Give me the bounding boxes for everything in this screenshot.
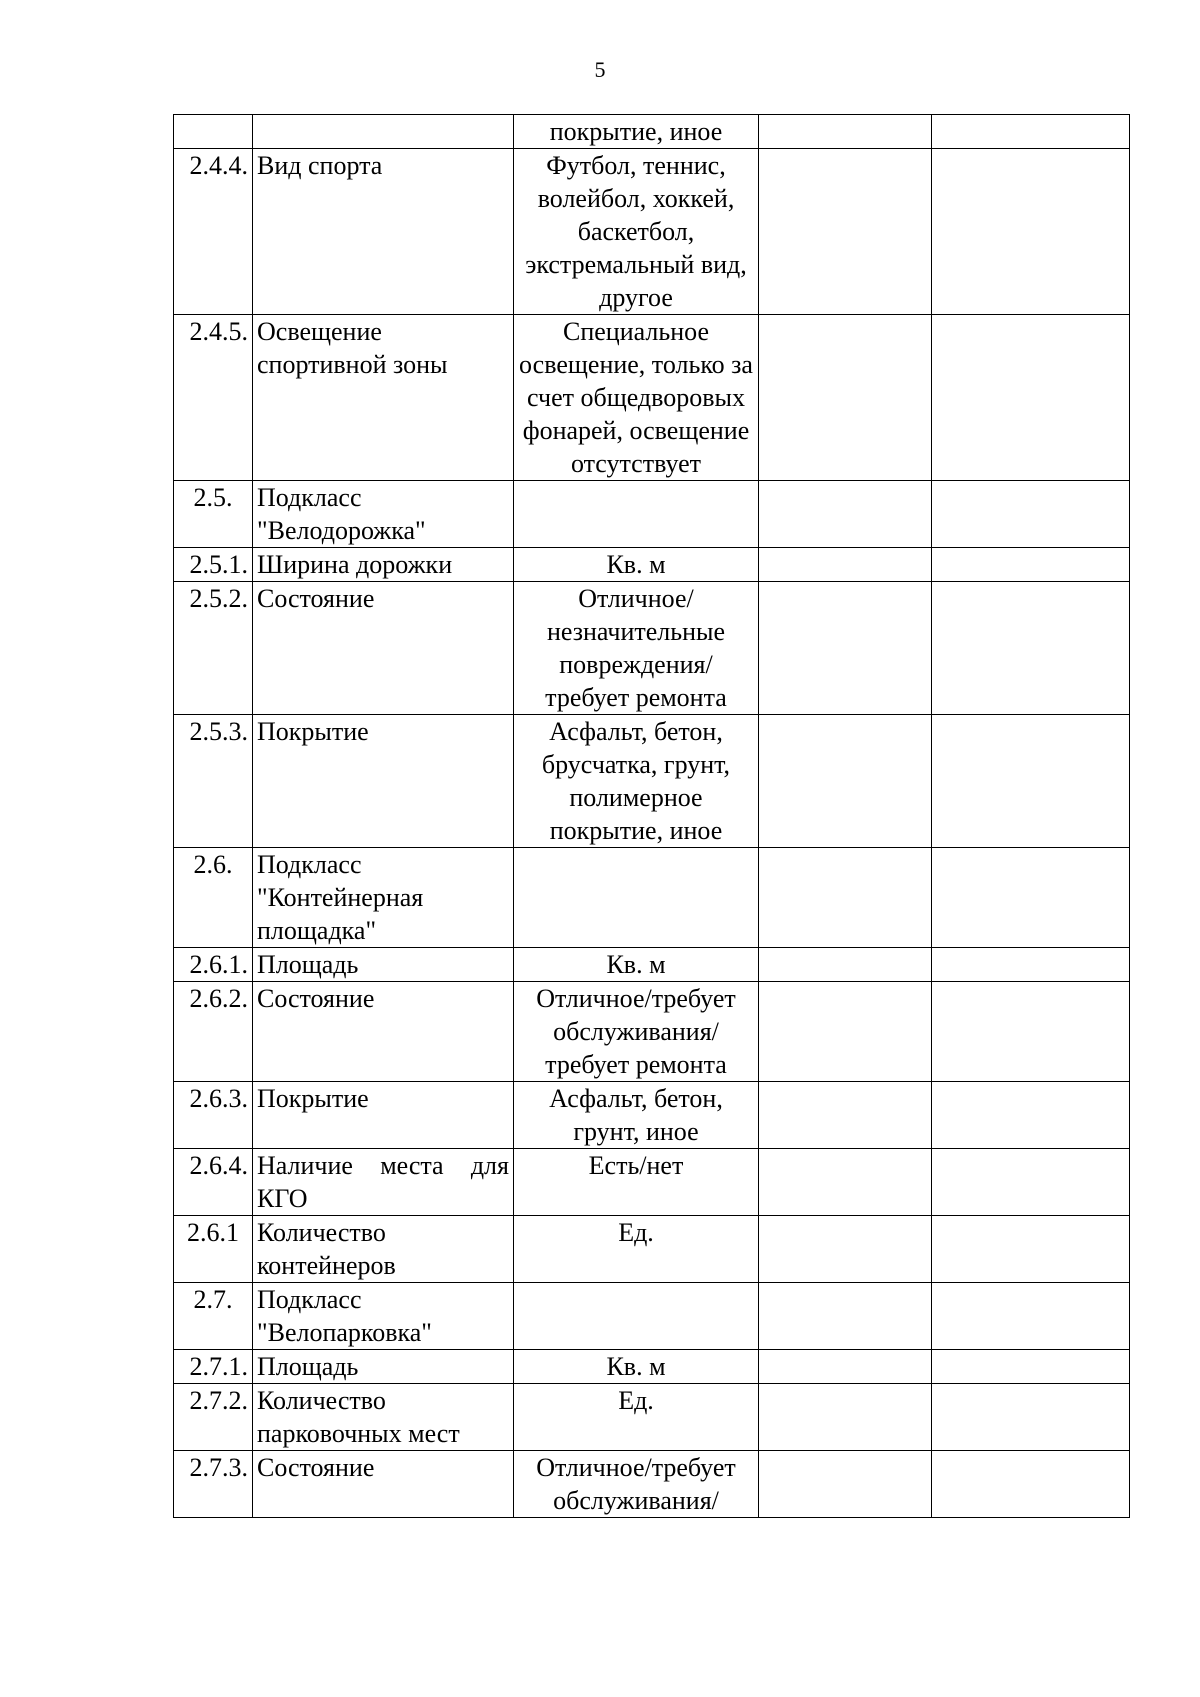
row-number: 2.7.2. xyxy=(174,1384,253,1451)
row-values: Футбол, теннис, волейбол, хоккей, баскетбол, экстремальный вид, другое xyxy=(514,149,759,315)
empty-cell xyxy=(759,481,932,548)
table-row xyxy=(174,149,1130,315)
row-values xyxy=(514,848,759,948)
table-row xyxy=(174,1451,1130,1518)
table-row xyxy=(174,548,1130,582)
empty-cell xyxy=(759,115,932,149)
empty-cell xyxy=(759,315,932,481)
row-number: 2.6.3. xyxy=(174,1082,253,1149)
empty-cell xyxy=(759,1216,932,1283)
table-row xyxy=(174,1216,1130,1283)
row-values: Ед. xyxy=(514,1384,759,1451)
row-number: 2.6.2. xyxy=(174,982,253,1082)
row-attribute: Ширина дорожки xyxy=(253,548,514,582)
empty-cell xyxy=(932,548,1130,582)
row-values: Отличное/требует обслуживания/ xyxy=(514,1451,759,1518)
empty-cell xyxy=(932,1149,1130,1216)
table-row xyxy=(174,582,1130,715)
row-number: 2.6.4. xyxy=(174,1149,253,1216)
empty-cell xyxy=(932,982,1130,1082)
empty-cell xyxy=(759,1149,932,1216)
empty-cell xyxy=(932,481,1130,548)
row-number: 2.5.2. xyxy=(174,582,253,715)
row-attribute: Состояние xyxy=(253,1451,514,1518)
page-number: 5 xyxy=(594,57,606,82)
empty-cell xyxy=(759,715,932,848)
empty-cell xyxy=(759,982,932,1082)
row-attribute: Площадь xyxy=(253,948,514,982)
row-values: Специальное освещение, только за счет общедворовых фонарей, освещение отсутствует xyxy=(514,315,759,481)
table-row xyxy=(174,1283,1130,1350)
row-attribute: Состояние xyxy=(253,582,514,715)
row-values: Отличное/ незначительные повреждения/ требует ремонта xyxy=(514,582,759,715)
row-attribute: Количество контейнеров xyxy=(253,1216,514,1283)
empty-cell xyxy=(759,1384,932,1451)
table-row xyxy=(174,1082,1130,1149)
empty-cell xyxy=(932,848,1130,948)
empty-cell xyxy=(932,582,1130,715)
row-number: 2.7. xyxy=(174,1283,253,1350)
empty-cell xyxy=(759,149,932,315)
row-attribute: Площадь xyxy=(253,1350,514,1384)
row-values: Ед. xyxy=(514,1216,759,1283)
table-row xyxy=(174,481,1130,548)
empty-cell xyxy=(759,1350,932,1384)
row-values: Кв. м xyxy=(514,548,759,582)
row-attribute: Покрытие xyxy=(253,1082,514,1149)
row-values: покрытие, иное xyxy=(514,115,759,149)
empty-cell xyxy=(932,315,1130,481)
empty-cell xyxy=(932,1082,1130,1149)
empty-cell xyxy=(759,548,932,582)
empty-cell xyxy=(759,848,932,948)
table-row xyxy=(174,848,1130,948)
row-number xyxy=(174,115,253,149)
row-values: Отличное/требует обслуживания/ требует ремонта xyxy=(514,982,759,1082)
row-attribute: Наличие места для КГО xyxy=(253,1149,514,1216)
table-row xyxy=(174,982,1130,1082)
row-attribute: Вид спорта xyxy=(253,149,514,315)
row-attribute: Количество парковочных мест xyxy=(253,1384,514,1451)
empty-cell xyxy=(932,1451,1130,1518)
row-attribute: Подкласс "Контейнерная площадка" xyxy=(253,848,514,948)
row-values: Есть/нет xyxy=(514,1149,759,1216)
empty-cell xyxy=(932,149,1130,315)
empty-cell xyxy=(759,1082,932,1149)
attribute-table xyxy=(173,114,1130,1518)
empty-cell xyxy=(932,715,1130,848)
empty-cell xyxy=(932,1283,1130,1350)
table-row xyxy=(174,115,1130,149)
empty-cell xyxy=(759,1451,932,1518)
empty-cell xyxy=(932,115,1130,149)
row-number: 2.6. xyxy=(174,848,253,948)
row-attribute: Подкласс "Велодорожка" xyxy=(253,481,514,548)
row-number: 2.7.1. xyxy=(174,1350,253,1384)
row-values: Кв. м xyxy=(514,1350,759,1384)
empty-cell xyxy=(932,1384,1130,1451)
row-values: Кв. м xyxy=(514,948,759,982)
table-row xyxy=(174,1149,1130,1216)
empty-cell xyxy=(759,582,932,715)
row-values: Асфальт, бетон, брусчатка, грунт, полимерное покрытие, иное xyxy=(514,715,759,848)
row-attribute: Подкласс "Велопарковка" xyxy=(253,1283,514,1350)
row-attribute xyxy=(253,115,514,149)
row-values xyxy=(514,1283,759,1350)
table-row xyxy=(174,1350,1130,1384)
empty-cell xyxy=(932,1216,1130,1283)
table-row xyxy=(174,715,1130,848)
row-attribute: Покрытие xyxy=(253,715,514,848)
row-attribute: Состояние xyxy=(253,982,514,1082)
empty-cell xyxy=(932,1350,1130,1384)
row-values: Асфальт, бетон, грунт, иное xyxy=(514,1082,759,1149)
empty-cell xyxy=(932,948,1130,982)
row-number: 2.4.5. xyxy=(174,315,253,481)
table-row xyxy=(174,1384,1130,1451)
row-number: 2.4.4. xyxy=(174,149,253,315)
row-number: 2.5.3. xyxy=(174,715,253,848)
row-number: 2.7.3. xyxy=(174,1451,253,1518)
table-row xyxy=(174,948,1130,982)
row-number: 2.5.1. xyxy=(174,548,253,582)
row-number: 2.6.1. xyxy=(174,948,253,982)
row-values xyxy=(514,481,759,548)
row-number: 2.6.1 xyxy=(174,1216,253,1283)
row-attribute: Освещение спортивной зоны xyxy=(253,315,514,481)
empty-cell xyxy=(759,1283,932,1350)
row-number: 2.5. xyxy=(174,481,253,548)
table-row xyxy=(174,315,1130,481)
empty-cell xyxy=(759,948,932,982)
